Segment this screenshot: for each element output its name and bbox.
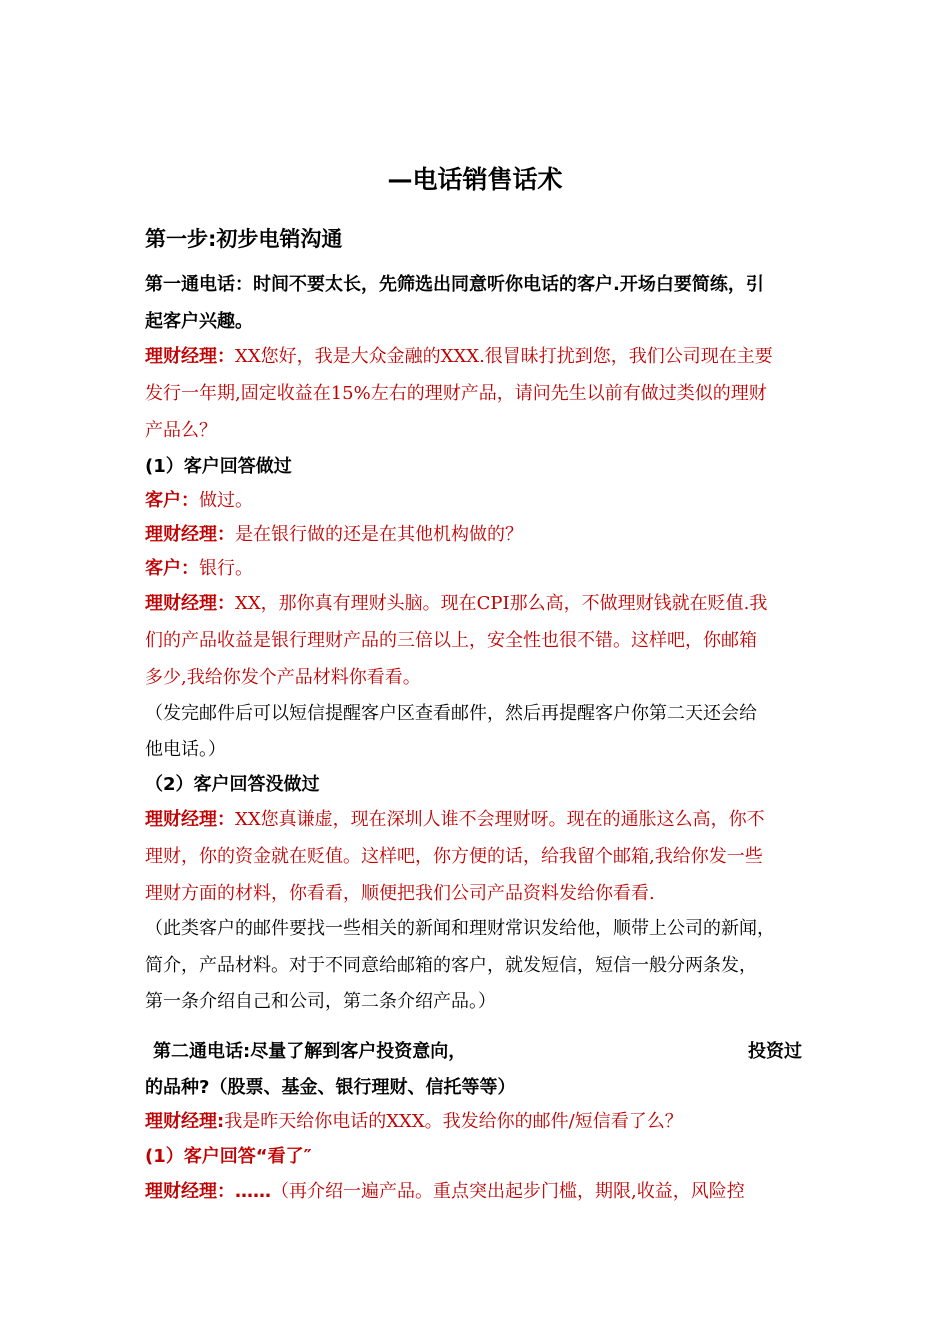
case1-customer-line2	[145, 558, 253, 580]
manager-text: XX，那你真有理财头脑。现在CPI那么高，不做理财钱就在贬值.我	[235, 593, 768, 614]
call2-manager-line	[145, 1111, 683, 1133]
case1-manager2-line2: 们的产品收益是银行理财产品的三倍以上，安全性也很不错。这样吧，你邮箱	[145, 630, 757, 651]
manager-label: 理财经理：	[145, 346, 235, 367]
call2-heading-line1: 第二通电话:尽量了解到客户投资意向，	[153, 1041, 467, 1062]
case1-manager2-line1	[145, 593, 767, 615]
case1-manager-line	[145, 524, 523, 546]
manager-label: 理财经理：	[145, 524, 235, 545]
call1-intro-line3: 产品么？	[145, 420, 217, 441]
customer-label: 客户：	[145, 558, 199, 579]
case1-heading: (1）客户回答做过	[145, 456, 292, 477]
manager-label: 理财经理:	[145, 1111, 225, 1132]
case1-note-line1: （发完邮件后可以短信提醒客户区查看邮件，然后再提醒客户你第二天还会给	[145, 703, 757, 724]
call1-intro-text: XX您好，我是大众金融的XXX.很冒昧打扰到您，我们公司现在主要	[235, 346, 773, 367]
customer-text: 银行。	[199, 558, 253, 579]
call1-intro-line2: 发行一年期,固定收益在15%左右的理财产品，请问先生以前有做过类似的理财	[145, 383, 767, 404]
case2-heading: （2）客户回答没做过	[145, 774, 320, 795]
case2-manager-line1	[145, 809, 765, 831]
manager-text: 是在银行做的还是在其他机构做的？	[235, 524, 523, 545]
case1-manager2-line3: 多少,我给你发个产品材料你看看。	[145, 667, 421, 688]
step1-heading: 第一步:初步电销沟通	[145, 227, 343, 251]
call1-intro-line1	[145, 346, 773, 368]
case2-note-line2: 简介，产品材料。对于不同意给邮箱的客户，就发短信，短信一般分两条发，	[145, 955, 757, 976]
manager-text: （再介绍一遍产品。重点突出起步门槛，期限,收益，风险控	[271, 1181, 745, 1202]
case1-customer-line	[145, 490, 253, 512]
call2-case1-heading: (1）客户回答“看了″	[145, 1146, 312, 1167]
call1-heading-line2: 起客户兴趣。	[145, 311, 253, 332]
customer-label: 客户：	[145, 490, 199, 511]
call2-heading-right: 投资过	[748, 1041, 802, 1062]
manager-label: 理财经理：	[145, 809, 235, 830]
case1-note-line2: 他电话。）	[145, 739, 226, 760]
customer-text: 做过。	[199, 490, 253, 511]
manager-label: 理财经理：……	[145, 1181, 271, 1202]
manager-label: 理财经理：	[145, 593, 235, 614]
case2-manager-line2: 理财，你的资金就在贬值。这样吧，你方便的话，给我留个邮箱,我给你发一些	[145, 846, 763, 867]
case2-manager-line3: 理财方面的材料，你看看，顺便把我们公司产品资料发给你看看.	[145, 883, 655, 904]
call1-heading-line1: 第一通电话：时间不要太长，先筛选出同意听你电话的客户.开场白要简练，引	[145, 274, 764, 295]
page-title: —电话销售话术	[387, 165, 563, 194]
manager-text: 我是昨天给你电话的XXX。我发给你的邮件/短信看了么？	[224, 1111, 683, 1132]
case2-note-line1: （此类客户的邮件要找一些相关的新闻和理财常识发给他，顺带上公司的新闻，	[145, 918, 775, 939]
call2-case1-manager-line	[145, 1181, 745, 1203]
manager-text: XX您真谦虚，现在深圳人谁不会理财呀。现在的通胀这么高，你不	[235, 809, 765, 830]
case2-note-line3: 第一条介绍自己和公司，第二条介绍产品。）	[145, 991, 496, 1012]
call2-heading-line2: 的品种?（股票、基金、银行理财、信托等等）	[145, 1077, 516, 1098]
